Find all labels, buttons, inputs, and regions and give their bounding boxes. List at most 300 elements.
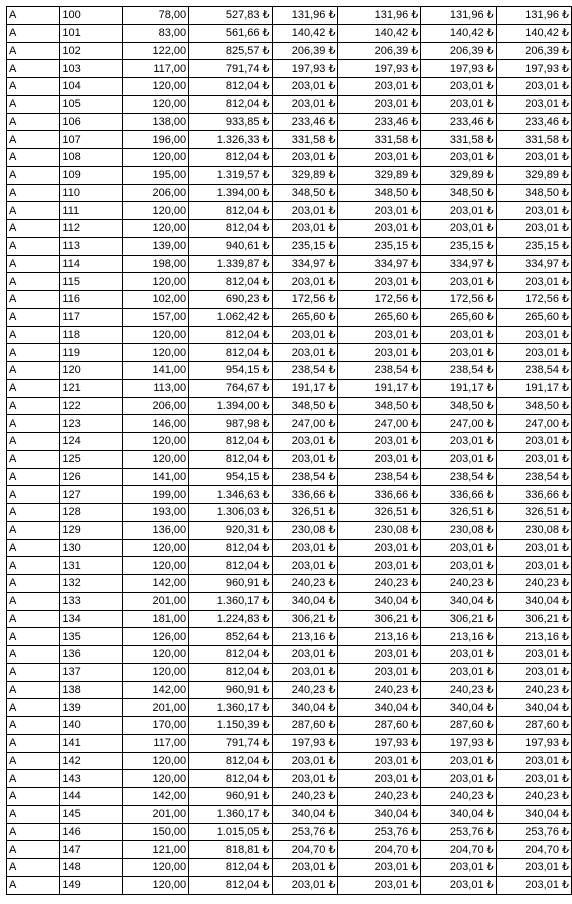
total-amount-cell[interactable]: 1.224,83 ₺ bbox=[189, 610, 272, 628]
total-amount-cell[interactable]: 933,85 ₺ bbox=[189, 113, 272, 131]
installment-4-cell[interactable]: 203,01 ₺ bbox=[496, 78, 571, 96]
installment-2-cell[interactable]: 191,17 ₺ bbox=[338, 379, 421, 397]
installment-1-cell[interactable]: 340,04 ₺ bbox=[272, 805, 338, 823]
installment-4-cell[interactable]: 206,39 ₺ bbox=[496, 42, 571, 60]
installment-1-cell[interactable]: 140,42 ₺ bbox=[272, 24, 338, 42]
unit-number-cell[interactable]: 114 bbox=[60, 255, 123, 273]
installment-1-cell[interactable]: 197,93 ₺ bbox=[272, 734, 338, 752]
installment-1-cell[interactable]: 334,97 ₺ bbox=[272, 255, 338, 273]
installment-3-cell[interactable]: 329,89 ₺ bbox=[421, 166, 496, 184]
total-amount-cell[interactable]: 812,04 ₺ bbox=[189, 770, 272, 788]
total-amount-cell[interactable]: 954,15 ₺ bbox=[189, 362, 272, 380]
installment-4-cell[interactable]: 233,46 ₺ bbox=[496, 113, 571, 131]
total-amount-cell[interactable]: 825,57 ₺ bbox=[189, 42, 272, 60]
block-cell[interactable]: A bbox=[7, 362, 60, 380]
block-cell[interactable]: A bbox=[7, 734, 60, 752]
block-cell[interactable]: A bbox=[7, 468, 60, 486]
installment-1-cell[interactable]: 247,00 ₺ bbox=[272, 415, 338, 433]
unit-number-cell[interactable]: 149 bbox=[60, 876, 123, 894]
installment-2-cell[interactable]: 340,04 ₺ bbox=[338, 805, 421, 823]
installment-2-cell[interactable]: 329,89 ₺ bbox=[338, 166, 421, 184]
total-amount-cell[interactable]: 812,04 ₺ bbox=[189, 450, 272, 468]
area-cell[interactable]: 120,00 bbox=[122, 273, 188, 291]
installment-3-cell[interactable]: 203,01 ₺ bbox=[421, 876, 496, 894]
installment-4-cell[interactable]: 203,01 ₺ bbox=[496, 149, 571, 167]
unit-number-cell[interactable]: 127 bbox=[60, 486, 123, 504]
block-cell[interactable]: A bbox=[7, 610, 60, 628]
unit-number-cell[interactable]: 139 bbox=[60, 699, 123, 717]
total-amount-cell[interactable]: 1.062,42 ₺ bbox=[189, 308, 272, 326]
installment-1-cell[interactable]: 253,76 ₺ bbox=[272, 823, 338, 841]
installment-2-cell[interactable]: 203,01 ₺ bbox=[338, 770, 421, 788]
installment-2-cell[interactable]: 203,01 ₺ bbox=[338, 78, 421, 96]
block-cell[interactable]: A bbox=[7, 60, 60, 78]
unit-number-cell[interactable]: 125 bbox=[60, 450, 123, 468]
installment-1-cell[interactable]: 240,23 ₺ bbox=[272, 788, 338, 806]
unit-number-cell[interactable]: 148 bbox=[60, 859, 123, 877]
block-cell[interactable]: A bbox=[7, 344, 60, 362]
installment-2-cell[interactable]: 203,01 ₺ bbox=[338, 663, 421, 681]
installment-4-cell[interactable]: 203,01 ₺ bbox=[496, 646, 571, 664]
unit-number-cell[interactable]: 101 bbox=[60, 24, 123, 42]
installment-3-cell[interactable]: 206,39 ₺ bbox=[421, 42, 496, 60]
total-amount-cell[interactable]: 812,04 ₺ bbox=[189, 859, 272, 877]
installment-1-cell[interactable]: 203,01 ₺ bbox=[272, 876, 338, 894]
block-cell[interactable]: A bbox=[7, 95, 60, 113]
area-cell[interactable]: 181,00 bbox=[122, 610, 188, 628]
installment-2-cell[interactable]: 336,66 ₺ bbox=[338, 486, 421, 504]
installment-3-cell[interactable]: 197,93 ₺ bbox=[421, 734, 496, 752]
installment-2-cell[interactable]: 240,23 ₺ bbox=[338, 681, 421, 699]
installment-2-cell[interactable]: 197,93 ₺ bbox=[338, 734, 421, 752]
installment-1-cell[interactable]: 203,01 ₺ bbox=[272, 752, 338, 770]
area-cell[interactable]: 199,00 bbox=[122, 486, 188, 504]
installment-1-cell[interactable]: 204,70 ₺ bbox=[272, 841, 338, 859]
installment-4-cell[interactable]: 326,51 ₺ bbox=[496, 504, 571, 522]
installment-1-cell[interactable]: 203,01 ₺ bbox=[272, 220, 338, 238]
unit-number-cell[interactable]: 105 bbox=[60, 95, 123, 113]
unit-number-cell[interactable]: 136 bbox=[60, 646, 123, 664]
unit-number-cell[interactable]: 145 bbox=[60, 805, 123, 823]
installment-3-cell[interactable]: 203,01 ₺ bbox=[421, 326, 496, 344]
installment-4-cell[interactable]: 203,01 ₺ bbox=[496, 220, 571, 238]
installment-3-cell[interactable]: 240,23 ₺ bbox=[421, 681, 496, 699]
installment-3-cell[interactable]: 203,01 ₺ bbox=[421, 752, 496, 770]
installment-2-cell[interactable]: 213,16 ₺ bbox=[338, 628, 421, 646]
block-cell[interactable]: A bbox=[7, 255, 60, 273]
block-cell[interactable]: A bbox=[7, 149, 60, 167]
installment-1-cell[interactable]: 329,89 ₺ bbox=[272, 166, 338, 184]
installment-2-cell[interactable]: 233,46 ₺ bbox=[338, 113, 421, 131]
unit-number-cell[interactable]: 103 bbox=[60, 60, 123, 78]
installment-2-cell[interactable]: 131,96 ₺ bbox=[338, 7, 421, 25]
area-cell[interactable]: 117,00 bbox=[122, 60, 188, 78]
unit-number-cell[interactable]: 118 bbox=[60, 326, 123, 344]
block-cell[interactable]: A bbox=[7, 42, 60, 60]
installment-4-cell[interactable]: 240,23 ₺ bbox=[496, 681, 571, 699]
installment-2-cell[interactable]: 203,01 ₺ bbox=[338, 220, 421, 238]
installment-3-cell[interactable]: 265,60 ₺ bbox=[421, 308, 496, 326]
installment-3-cell[interactable]: 233,46 ₺ bbox=[421, 113, 496, 131]
installment-4-cell[interactable]: 230,08 ₺ bbox=[496, 521, 571, 539]
block-cell[interactable]: A bbox=[7, 291, 60, 309]
unit-number-cell[interactable]: 104 bbox=[60, 78, 123, 96]
total-amount-cell[interactable]: 812,04 ₺ bbox=[189, 149, 272, 167]
total-amount-cell[interactable]: 818,81 ₺ bbox=[189, 841, 272, 859]
unit-number-cell[interactable]: 108 bbox=[60, 149, 123, 167]
installment-4-cell[interactable]: 140,42 ₺ bbox=[496, 24, 571, 42]
total-amount-cell[interactable]: 1.306,03 ₺ bbox=[189, 504, 272, 522]
block-cell[interactable]: A bbox=[7, 646, 60, 664]
installment-4-cell[interactable]: 329,89 ₺ bbox=[496, 166, 571, 184]
unit-number-cell[interactable]: 123 bbox=[60, 415, 123, 433]
total-amount-cell[interactable]: 791,74 ₺ bbox=[189, 60, 272, 78]
unit-number-cell[interactable]: 126 bbox=[60, 468, 123, 486]
installment-2-cell[interactable]: 206,39 ₺ bbox=[338, 42, 421, 60]
block-cell[interactable]: A bbox=[7, 717, 60, 735]
installment-3-cell[interactable]: 287,60 ₺ bbox=[421, 717, 496, 735]
unit-number-cell[interactable]: 110 bbox=[60, 184, 123, 202]
total-amount-cell[interactable]: 954,15 ₺ bbox=[189, 468, 272, 486]
installment-3-cell[interactable]: 203,01 ₺ bbox=[421, 539, 496, 557]
installment-2-cell[interactable]: 247,00 ₺ bbox=[338, 415, 421, 433]
unit-number-cell[interactable]: 144 bbox=[60, 788, 123, 806]
total-amount-cell[interactable]: 1.360,17 ₺ bbox=[189, 805, 272, 823]
installment-2-cell[interactable]: 140,42 ₺ bbox=[338, 24, 421, 42]
total-amount-cell[interactable]: 812,04 ₺ bbox=[189, 646, 272, 664]
area-cell[interactable]: 120,00 bbox=[122, 876, 188, 894]
installment-4-cell[interactable]: 203,01 ₺ bbox=[496, 450, 571, 468]
installment-4-cell[interactable]: 331,58 ₺ bbox=[496, 131, 571, 149]
block-cell[interactable]: A bbox=[7, 752, 60, 770]
area-cell[interactable]: 139,00 bbox=[122, 237, 188, 255]
total-amount-cell[interactable]: 812,04 ₺ bbox=[189, 326, 272, 344]
area-cell[interactable]: 193,00 bbox=[122, 504, 188, 522]
installment-4-cell[interactable]: 197,93 ₺ bbox=[496, 734, 571, 752]
installment-4-cell[interactable]: 203,01 ₺ bbox=[496, 433, 571, 451]
installment-1-cell[interactable]: 203,01 ₺ bbox=[272, 202, 338, 220]
unit-number-cell[interactable]: 140 bbox=[60, 717, 123, 735]
area-cell[interactable]: 83,00 bbox=[122, 24, 188, 42]
installment-2-cell[interactable]: 203,01 ₺ bbox=[338, 450, 421, 468]
block-cell[interactable]: A bbox=[7, 24, 60, 42]
total-amount-cell[interactable]: 1.326,33 ₺ bbox=[189, 131, 272, 149]
installment-4-cell[interactable]: 203,01 ₺ bbox=[496, 202, 571, 220]
block-cell[interactable]: A bbox=[7, 681, 60, 699]
total-amount-cell[interactable]: 690,23 ₺ bbox=[189, 291, 272, 309]
total-amount-cell[interactable]: 812,04 ₺ bbox=[189, 752, 272, 770]
total-amount-cell[interactable]: 812,04 ₺ bbox=[189, 95, 272, 113]
installment-4-cell[interactable]: 306,21 ₺ bbox=[496, 610, 571, 628]
installment-1-cell[interactable]: 203,01 ₺ bbox=[272, 344, 338, 362]
total-amount-cell[interactable]: 852,64 ₺ bbox=[189, 628, 272, 646]
unit-number-cell[interactable]: 121 bbox=[60, 379, 123, 397]
installment-3-cell[interactable]: 238,54 ₺ bbox=[421, 468, 496, 486]
block-cell[interactable]: A bbox=[7, 699, 60, 717]
installment-4-cell[interactable]: 340,04 ₺ bbox=[496, 699, 571, 717]
area-cell[interactable]: 138,00 bbox=[122, 113, 188, 131]
installment-3-cell[interactable]: 203,01 ₺ bbox=[421, 450, 496, 468]
total-amount-cell[interactable]: 812,04 ₺ bbox=[189, 344, 272, 362]
installment-1-cell[interactable]: 230,08 ₺ bbox=[272, 521, 338, 539]
block-cell[interactable]: A bbox=[7, 113, 60, 131]
installment-3-cell[interactable]: 203,01 ₺ bbox=[421, 859, 496, 877]
unit-number-cell[interactable]: 128 bbox=[60, 504, 123, 522]
unit-number-cell[interactable]: 116 bbox=[60, 291, 123, 309]
area-cell[interactable]: 120,00 bbox=[122, 78, 188, 96]
installment-1-cell[interactable]: 238,54 ₺ bbox=[272, 468, 338, 486]
installment-3-cell[interactable]: 204,70 ₺ bbox=[421, 841, 496, 859]
installment-2-cell[interactable]: 172,56 ₺ bbox=[338, 291, 421, 309]
installment-4-cell[interactable]: 172,56 ₺ bbox=[496, 291, 571, 309]
installment-1-cell[interactable]: 203,01 ₺ bbox=[272, 663, 338, 681]
total-amount-cell[interactable]: 1.150,39 ₺ bbox=[189, 717, 272, 735]
installment-4-cell[interactable]: 340,04 ₺ bbox=[496, 592, 571, 610]
installment-2-cell[interactable]: 306,21 ₺ bbox=[338, 610, 421, 628]
area-cell[interactable]: 120,00 bbox=[122, 539, 188, 557]
block-cell[interactable]: A bbox=[7, 7, 60, 25]
installment-1-cell[interactable]: 213,16 ₺ bbox=[272, 628, 338, 646]
area-cell[interactable]: 102,00 bbox=[122, 291, 188, 309]
unit-number-cell[interactable]: 109 bbox=[60, 166, 123, 184]
installment-2-cell[interactable]: 204,70 ₺ bbox=[338, 841, 421, 859]
area-cell[interactable]: 126,00 bbox=[122, 628, 188, 646]
installment-4-cell[interactable]: 240,23 ₺ bbox=[496, 788, 571, 806]
unit-number-cell[interactable]: 141 bbox=[60, 734, 123, 752]
area-cell[interactable]: 120,00 bbox=[122, 663, 188, 681]
block-cell[interactable]: A bbox=[7, 166, 60, 184]
installment-2-cell[interactable]: 334,97 ₺ bbox=[338, 255, 421, 273]
total-amount-cell[interactable]: 812,04 ₺ bbox=[189, 663, 272, 681]
installment-3-cell[interactable]: 334,97 ₺ bbox=[421, 255, 496, 273]
installment-2-cell[interactable]: 348,50 ₺ bbox=[338, 397, 421, 415]
area-cell[interactable]: 120,00 bbox=[122, 202, 188, 220]
installment-3-cell[interactable]: 230,08 ₺ bbox=[421, 521, 496, 539]
installment-3-cell[interactable]: 203,01 ₺ bbox=[421, 78, 496, 96]
installment-4-cell[interactable]: 340,04 ₺ bbox=[496, 805, 571, 823]
installment-3-cell[interactable]: 203,01 ₺ bbox=[421, 273, 496, 291]
total-amount-cell[interactable]: 1.360,17 ₺ bbox=[189, 592, 272, 610]
area-cell[interactable]: 122,00 bbox=[122, 42, 188, 60]
installment-2-cell[interactable]: 265,60 ₺ bbox=[338, 308, 421, 326]
installment-2-cell[interactable]: 203,01 ₺ bbox=[338, 326, 421, 344]
installment-1-cell[interactable]: 235,15 ₺ bbox=[272, 237, 338, 255]
installment-3-cell[interactable]: 203,01 ₺ bbox=[421, 663, 496, 681]
area-cell[interactable]: 170,00 bbox=[122, 717, 188, 735]
block-cell[interactable]: A bbox=[7, 539, 60, 557]
area-cell[interactable]: 141,00 bbox=[122, 468, 188, 486]
installment-2-cell[interactable]: 240,23 ₺ bbox=[338, 575, 421, 593]
installment-1-cell[interactable]: 326,51 ₺ bbox=[272, 504, 338, 522]
installment-1-cell[interactable]: 287,60 ₺ bbox=[272, 717, 338, 735]
unit-number-cell[interactable]: 119 bbox=[60, 344, 123, 362]
total-amount-cell[interactable]: 1.339,87 ₺ bbox=[189, 255, 272, 273]
installment-1-cell[interactable]: 203,01 ₺ bbox=[272, 78, 338, 96]
block-cell[interactable]: A bbox=[7, 521, 60, 539]
total-amount-cell[interactable]: 960,91 ₺ bbox=[189, 681, 272, 699]
unit-number-cell[interactable]: 113 bbox=[60, 237, 123, 255]
installment-4-cell[interactable]: 240,23 ₺ bbox=[496, 575, 571, 593]
block-cell[interactable]: A bbox=[7, 628, 60, 646]
block-cell[interactable]: A bbox=[7, 557, 60, 575]
total-amount-cell[interactable]: 987,98 ₺ bbox=[189, 415, 272, 433]
block-cell[interactable]: A bbox=[7, 433, 60, 451]
unit-number-cell[interactable]: 117 bbox=[60, 308, 123, 326]
block-cell[interactable]: A bbox=[7, 592, 60, 610]
installment-3-cell[interactable]: 203,01 ₺ bbox=[421, 220, 496, 238]
unit-number-cell[interactable]: 143 bbox=[60, 770, 123, 788]
total-amount-cell[interactable]: 561,66 ₺ bbox=[189, 24, 272, 42]
area-cell[interactable]: 78,00 bbox=[122, 7, 188, 25]
area-cell[interactable]: 120,00 bbox=[122, 859, 188, 877]
area-cell[interactable]: 157,00 bbox=[122, 308, 188, 326]
block-cell[interactable]: A bbox=[7, 859, 60, 877]
unit-number-cell[interactable]: 138 bbox=[60, 681, 123, 699]
installment-2-cell[interactable]: 253,76 ₺ bbox=[338, 823, 421, 841]
unit-number-cell[interactable]: 102 bbox=[60, 42, 123, 60]
installment-4-cell[interactable]: 197,93 ₺ bbox=[496, 60, 571, 78]
block-cell[interactable]: A bbox=[7, 237, 60, 255]
installment-3-cell[interactable]: 203,01 ₺ bbox=[421, 202, 496, 220]
unit-number-cell[interactable]: 120 bbox=[60, 362, 123, 380]
installment-1-cell[interactable]: 203,01 ₺ bbox=[272, 149, 338, 167]
installment-2-cell[interactable]: 203,01 ₺ bbox=[338, 273, 421, 291]
installment-4-cell[interactable]: 191,17 ₺ bbox=[496, 379, 571, 397]
total-amount-cell[interactable]: 1.319,57 ₺ bbox=[189, 166, 272, 184]
installment-2-cell[interactable]: 203,01 ₺ bbox=[338, 433, 421, 451]
unit-number-cell[interactable]: 135 bbox=[60, 628, 123, 646]
area-cell[interactable]: 201,00 bbox=[122, 592, 188, 610]
unit-number-cell[interactable]: 100 bbox=[60, 7, 123, 25]
total-amount-cell[interactable]: 1.346,63 ₺ bbox=[189, 486, 272, 504]
installment-4-cell[interactable]: 203,01 ₺ bbox=[496, 770, 571, 788]
area-cell[interactable]: 201,00 bbox=[122, 805, 188, 823]
block-cell[interactable]: A bbox=[7, 397, 60, 415]
installment-2-cell[interactable]: 331,58 ₺ bbox=[338, 131, 421, 149]
installment-2-cell[interactable]: 203,01 ₺ bbox=[338, 95, 421, 113]
unit-number-cell[interactable]: 137 bbox=[60, 663, 123, 681]
installment-4-cell[interactable]: 203,01 ₺ bbox=[496, 326, 571, 344]
unit-number-cell[interactable]: 134 bbox=[60, 610, 123, 628]
total-amount-cell[interactable]: 812,04 ₺ bbox=[189, 876, 272, 894]
installment-4-cell[interactable]: 203,01 ₺ bbox=[496, 876, 571, 894]
unit-number-cell[interactable]: 122 bbox=[60, 397, 123, 415]
block-cell[interactable]: A bbox=[7, 202, 60, 220]
unit-number-cell[interactable]: 132 bbox=[60, 575, 123, 593]
installment-3-cell[interactable]: 306,21 ₺ bbox=[421, 610, 496, 628]
unit-number-cell[interactable]: 133 bbox=[60, 592, 123, 610]
installment-2-cell[interactable]: 340,04 ₺ bbox=[338, 699, 421, 717]
installment-4-cell[interactable]: 238,54 ₺ bbox=[496, 362, 571, 380]
installment-1-cell[interactable]: 331,58 ₺ bbox=[272, 131, 338, 149]
area-cell[interactable]: 120,00 bbox=[122, 433, 188, 451]
block-cell[interactable]: A bbox=[7, 575, 60, 593]
area-cell[interactable]: 120,00 bbox=[122, 344, 188, 362]
area-cell[interactable]: 120,00 bbox=[122, 646, 188, 664]
installment-2-cell[interactable]: 203,01 ₺ bbox=[338, 876, 421, 894]
installment-1-cell[interactable]: 203,01 ₺ bbox=[272, 770, 338, 788]
total-amount-cell[interactable]: 791,74 ₺ bbox=[189, 734, 272, 752]
installment-1-cell[interactable]: 348,50 ₺ bbox=[272, 184, 338, 202]
installment-1-cell[interactable]: 340,04 ₺ bbox=[272, 699, 338, 717]
installment-2-cell[interactable]: 203,01 ₺ bbox=[338, 539, 421, 557]
total-amount-cell[interactable]: 1.360,17 ₺ bbox=[189, 699, 272, 717]
installment-3-cell[interactable]: 203,01 ₺ bbox=[421, 344, 496, 362]
block-cell[interactable]: A bbox=[7, 450, 60, 468]
unit-number-cell[interactable]: 131 bbox=[60, 557, 123, 575]
installment-4-cell[interactable]: 203,01 ₺ bbox=[496, 344, 571, 362]
area-cell[interactable]: 195,00 bbox=[122, 166, 188, 184]
block-cell[interactable]: A bbox=[7, 770, 60, 788]
installment-4-cell[interactable]: 203,01 ₺ bbox=[496, 273, 571, 291]
installment-4-cell[interactable]: 247,00 ₺ bbox=[496, 415, 571, 433]
installment-3-cell[interactable]: 140,42 ₺ bbox=[421, 24, 496, 42]
installment-2-cell[interactable]: 348,50 ₺ bbox=[338, 184, 421, 202]
area-cell[interactable]: 120,00 bbox=[122, 752, 188, 770]
unit-number-cell[interactable]: 124 bbox=[60, 433, 123, 451]
installment-3-cell[interactable]: 240,23 ₺ bbox=[421, 575, 496, 593]
area-cell[interactable]: 142,00 bbox=[122, 681, 188, 699]
installment-4-cell[interactable]: 287,60 ₺ bbox=[496, 717, 571, 735]
block-cell[interactable]: A bbox=[7, 184, 60, 202]
installment-1-cell[interactable]: 265,60 ₺ bbox=[272, 308, 338, 326]
total-amount-cell[interactable]: 812,04 ₺ bbox=[189, 220, 272, 238]
installment-3-cell[interactable]: 253,76 ₺ bbox=[421, 823, 496, 841]
installment-1-cell[interactable]: 238,54 ₺ bbox=[272, 362, 338, 380]
installment-1-cell[interactable]: 240,23 ₺ bbox=[272, 681, 338, 699]
installment-4-cell[interactable]: 348,50 ₺ bbox=[496, 397, 571, 415]
installment-4-cell[interactable]: 265,60 ₺ bbox=[496, 308, 571, 326]
installment-4-cell[interactable]: 334,97 ₺ bbox=[496, 255, 571, 273]
area-cell[interactable]: 150,00 bbox=[122, 823, 188, 841]
installment-3-cell[interactable]: 172,56 ₺ bbox=[421, 291, 496, 309]
installment-2-cell[interactable]: 235,15 ₺ bbox=[338, 237, 421, 255]
installment-3-cell[interactable]: 191,17 ₺ bbox=[421, 379, 496, 397]
unit-number-cell[interactable]: 142 bbox=[60, 752, 123, 770]
block-cell[interactable]: A bbox=[7, 415, 60, 433]
installment-1-cell[interactable]: 306,21 ₺ bbox=[272, 610, 338, 628]
installment-1-cell[interactable]: 348,50 ₺ bbox=[272, 397, 338, 415]
total-amount-cell[interactable]: 812,04 ₺ bbox=[189, 78, 272, 96]
area-cell[interactable]: 120,00 bbox=[122, 220, 188, 238]
area-cell[interactable]: 113,00 bbox=[122, 379, 188, 397]
installment-1-cell[interactable]: 203,01 ₺ bbox=[272, 539, 338, 557]
installment-2-cell[interactable]: 203,01 ₺ bbox=[338, 202, 421, 220]
installment-2-cell[interactable]: 197,93 ₺ bbox=[338, 60, 421, 78]
installment-3-cell[interactable]: 197,93 ₺ bbox=[421, 60, 496, 78]
total-amount-cell[interactable]: 1.015,05 ₺ bbox=[189, 823, 272, 841]
unit-number-cell[interactable]: 111 bbox=[60, 202, 123, 220]
unit-number-cell[interactable]: 146 bbox=[60, 823, 123, 841]
total-amount-cell[interactable]: 812,04 ₺ bbox=[189, 433, 272, 451]
installment-4-cell[interactable]: 203,01 ₺ bbox=[496, 539, 571, 557]
block-cell[interactable]: A bbox=[7, 486, 60, 504]
installment-3-cell[interactable]: 247,00 ₺ bbox=[421, 415, 496, 433]
installment-2-cell[interactable]: 203,01 ₺ bbox=[338, 859, 421, 877]
unit-number-cell[interactable]: 129 bbox=[60, 521, 123, 539]
block-cell[interactable]: A bbox=[7, 823, 60, 841]
area-cell[interactable]: 120,00 bbox=[122, 557, 188, 575]
installment-1-cell[interactable]: 203,01 ₺ bbox=[272, 273, 338, 291]
installment-1-cell[interactable]: 203,01 ₺ bbox=[272, 326, 338, 344]
installment-2-cell[interactable]: 203,01 ₺ bbox=[338, 149, 421, 167]
installment-4-cell[interactable]: 348,50 ₺ bbox=[496, 184, 571, 202]
area-cell[interactable]: 136,00 bbox=[122, 521, 188, 539]
installment-3-cell[interactable]: 203,01 ₺ bbox=[421, 95, 496, 113]
installment-1-cell[interactable]: 240,23 ₺ bbox=[272, 575, 338, 593]
installment-1-cell[interactable]: 203,01 ₺ bbox=[272, 95, 338, 113]
unit-number-cell[interactable]: 112 bbox=[60, 220, 123, 238]
